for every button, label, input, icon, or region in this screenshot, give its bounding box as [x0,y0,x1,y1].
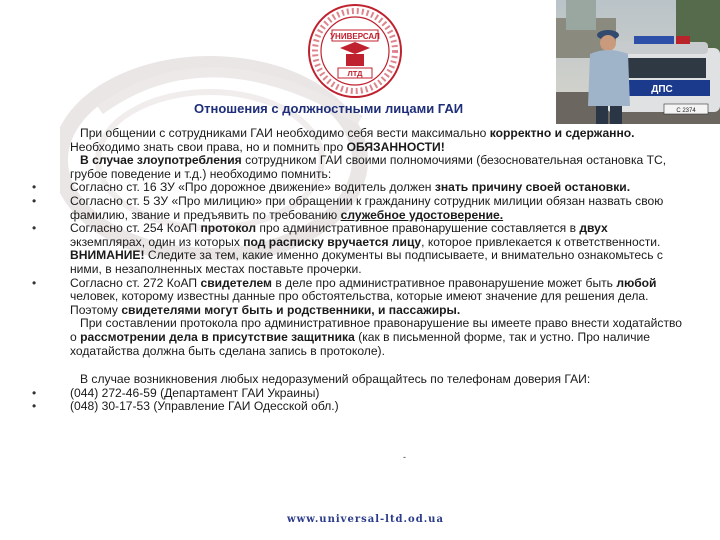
list-item: • Согласно ст. 5 ЗУ «Про милицию» при обращении к гражданину сотрудник милиции обязан назвать свою фамилию, звание и предъявить по требованию служебное удостоверение. [70,195,682,222]
svg-text:УНИВЕРСАЛ: УНИВЕРСАЛ [330,32,380,41]
svg-text:С 2374: С 2374 [676,108,696,114]
paragraph: В случае злоупотребления сотрудником ГАИ своими полномочиями (безосновательная остановка ТС, грубое поведение и т.д.) необходимо помнить: [70,153,667,181]
list-item: • Согласно ст. 272 КоАП свидетелем в деле про административное правонарушение может быть любой человек, которому известны данные про обстоятельства, которые имеют значение для решения дела. Поэтому свидетелями могут быть и родственники, и пассажиры. [70,277,682,318]
paragraph: При общении с сотрудниками ГАИ необходимо себя вести максимально корректно и сдержанно. Необходимо знать свои права, но и помнить про ОБЯЗАННОСТИ! [70,126,635,154]
paragraph: В случае возникновения любых недоразумений обращайтесь по телефонам доверия ГАИ: [80,372,591,387]
svg-text:ДПС: ДПС [651,84,673,95]
stray-mark: - [403,452,406,462]
list-item: • Согласно ст. 254 КоАП протокол про административное правонарушение составляется в двух экземплярах, один из которых под расписку вручается лицу, которое привлекается к ответственности. ВНИМАНИЕ! Следите за тем, какие именно документы вы подписываете, и внимательно ознакомьтесь с ними, в незаполненных местах поставьте прочерки. [70,222,682,276]
website-link[interactable]: www.universal-ltd.od.ua [287,514,444,525]
traffic-police-photo [556,0,720,124]
list-item: • Согласно ст. 16 ЗУ «Про дорожное движение» водитель должен знать причину своей остановки. [70,181,682,195]
main-text [70,127,682,414]
hotline-item: • (048) 30-17-53 (Управление ГАИ Одесской обл.) [70,400,682,414]
page-title: Отношения с должностными лицами ГАИ [194,101,464,116]
paragraph: При составлении протокола про административное правонарушение вы имеете право внести ходатайство о рассмотрении дела в присутствие защитника (как в письменной форме, так и устно. Про наличие ходатайства должна быть сделана запись в протоколе). [70,316,682,358]
school-logo-emblem [300,2,410,100]
svg-text:ЛТД: ЛТД [347,69,363,78]
hotline-item: • (044) 272-46-59 (Департамент ГАИ Украины) [70,387,682,401]
